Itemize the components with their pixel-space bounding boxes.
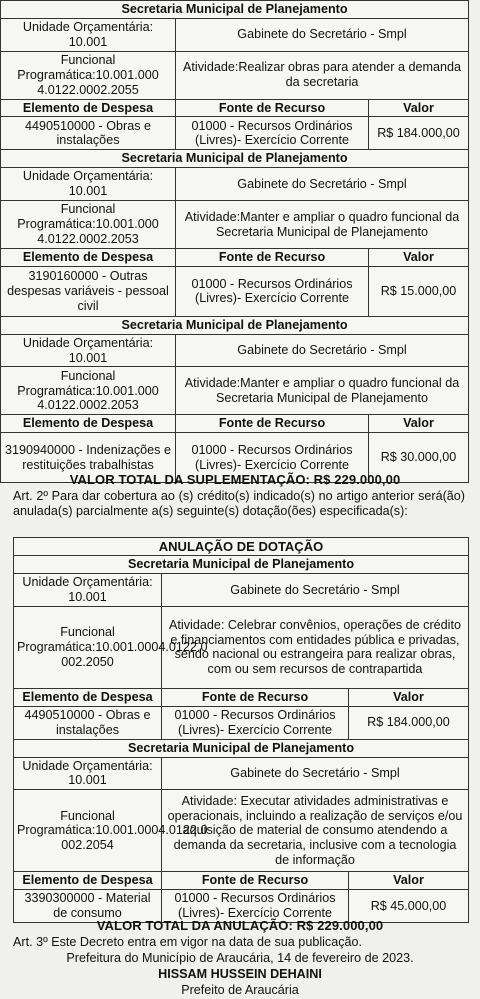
- secretaria-heading: Secretaria Municipal de Planejamento: [1, 150, 469, 168]
- header-elemento: Elemento de Despesa: [1, 249, 176, 267]
- valor-cell: R$ 45.000,00: [349, 890, 469, 923]
- unidade-label: Unidade Orçamentária: 10.001: [1, 168, 176, 201]
- funcional-label: Funcional Programática:10.001.0004.0122.0 002.2050: [14, 606, 162, 688]
- funcional-label: Funcional Programática:10.001.000 4.0122.0002.2053: [1, 201, 176, 249]
- header-valor: Valor: [369, 99, 469, 117]
- valor-cell: R$ 15.000,00: [369, 266, 469, 316]
- total-suplementacao: VALOR TOTAL DA SUPLEMENTAÇÃO: R$ 229.000,00: [69, 472, 401, 487]
- unidade-label: Unidade Orçamentária: 10.001: [1, 334, 176, 367]
- art2-paragraph: Art. 2º Para dar cobertura ao (s) crédito(s) indicado(s) no artigo anterior será(ão) anulada(s) parcialmente a(s) seguinte(s) dotação(ões) especificada(s):: [13, 489, 465, 518]
- valor-cell: R$ 184.000,00: [369, 117, 469, 150]
- header-elemento: Elemento de Despesa: [14, 688, 162, 706]
- header-elemento: Elemento de Despesa: [1, 99, 176, 117]
- header-valor: Valor: [349, 688, 469, 706]
- header-fonte: Fonte de Recurso: [176, 415, 369, 433]
- atividade-text: Atividade: Celebrar convênios, operações de crédito e financiamentos com entidades pública e privadas, sendo nacional ou estrangeira para realizar obras, com ou sem recursos de contrapartida: [162, 606, 469, 688]
- header-valor: Valor: [369, 415, 469, 433]
- atividade-text: Atividade:Manter e ampliar o quadro funcional da Secretaria Municipal de Planejamento: [176, 201, 469, 249]
- atividade-text: Atividade: Executar atividades administrativas e operacionais, incluindo a realização de serviços e/ou aquisição de material de consumo atendendo a demanda da secretaria, inclusive com a tecnologia de informação: [162, 790, 469, 872]
- unidade-label: Unidade Orçamentária: 10.001: [14, 574, 162, 607]
- header-elemento: Elemento de Despesa: [14, 872, 162, 890]
- elemento-cell: 4490510000 - Obras e instalações: [14, 706, 162, 739]
- secretaria-heading: Secretaria Municipal de Planejamento: [14, 739, 469, 757]
- secretaria-heading: Secretaria Municipal de Planejamento: [1, 1, 469, 19]
- suplementacao-table: [0, 0, 469, 483]
- anulacao-table: [13, 537, 469, 923]
- fonte-cell: 01000 - Recursos Ordinários (Livres)- Exercício Corrente: [176, 433, 369, 483]
- fonte-cell: 01000 - Recursos Ordinários (Livres)- Exercício Corrente: [176, 266, 369, 316]
- unidade-value: Gabinete do Secretário - Smpl: [176, 334, 469, 367]
- total-anulacao: VALOR TOTAL DA ANULAÇÃO: R$ 229.000,00: [96, 918, 384, 933]
- unidade-label: Unidade Orçamentária: 10.001: [1, 18, 176, 51]
- elemento-cell: 4490510000 - Obras e instalações: [1, 117, 176, 150]
- signer-title: Prefeito de Araucária: [181, 983, 299, 997]
- unidade-value: Gabinete do Secretário - Smpl: [176, 18, 469, 51]
- header-valor: Valor: [349, 872, 469, 890]
- elemento-cell: 3390300000 - Material de consumo: [14, 890, 162, 923]
- fonte-cell: 01000 - Recursos Ordinários (Livres)- Exercício Corrente: [162, 706, 349, 739]
- secretaria-heading: Secretaria Municipal de Planejamento: [14, 556, 469, 574]
- fonte-cell: 01000 - Recursos Ordinários (Livres)- Exercício Corrente: [176, 117, 369, 150]
- unidade-value: Gabinete do Secretário - Smpl: [176, 168, 469, 201]
- signer-name: HISSAM HUSSEIN DEHAINI: [158, 967, 322, 981]
- elemento-cell: 3190160000 - Outras despesas variáveis - pessoal civil: [1, 266, 176, 316]
- header-fonte: Fonte de Recurso: [176, 249, 369, 267]
- atividade-text: Atividade:Realizar obras para atender a demanda da secretaria: [176, 51, 469, 99]
- valor-cell: R$ 30.000,00: [369, 433, 469, 483]
- funcional-label: Funcional Programática:10.001.000 4.0122.0002.2053: [1, 367, 176, 415]
- secretaria-heading: Secretaria Municipal de Planejamento: [1, 316, 469, 334]
- header-elemento: Elemento de Despesa: [1, 415, 176, 433]
- funcional-label: Funcional Programática:10.001.000 4.0122.0002.2055: [1, 51, 176, 99]
- header-fonte: Fonte de Recurso: [162, 872, 349, 890]
- unidade-value: Gabinete do Secretário - Smpl: [162, 574, 469, 607]
- valor-cell: R$ 184.000,00: [349, 706, 469, 739]
- header-fonte: Fonte de Recurso: [176, 99, 369, 117]
- atividade-text: Atividade:Manter e ampliar o quadro funcional da Secretaria Municipal de Planejamento: [176, 367, 469, 415]
- anulacao-title: ANULAÇÃO DE DOTAÇÃO: [14, 538, 469, 556]
- unidade-label: Unidade Orçamentária: 10.001: [14, 757, 162, 790]
- header-fonte: Fonte de Recurso: [162, 688, 349, 706]
- header-valor: Valor: [369, 249, 469, 267]
- art3-paragraph: Art. 3º Este Decreto entra em vigor na data de sua publicação.: [13, 935, 363, 949]
- fonte-cell: 01000 - Recursos Ordinários (Livres)- Exercício Corrente: [162, 890, 349, 923]
- location-date: Prefeitura do Município de Araucária, 14 de fevereiro de 2023.: [66, 951, 414, 965]
- elemento-cell: 3190940000 - Indenizações e restituições trabalhistas: [1, 433, 176, 483]
- funcional-label: Funcional Programática:10.001.0004.0122.0 002.2054: [14, 790, 162, 872]
- unidade-value: Gabinete do Secretário - Smpl: [162, 757, 469, 790]
